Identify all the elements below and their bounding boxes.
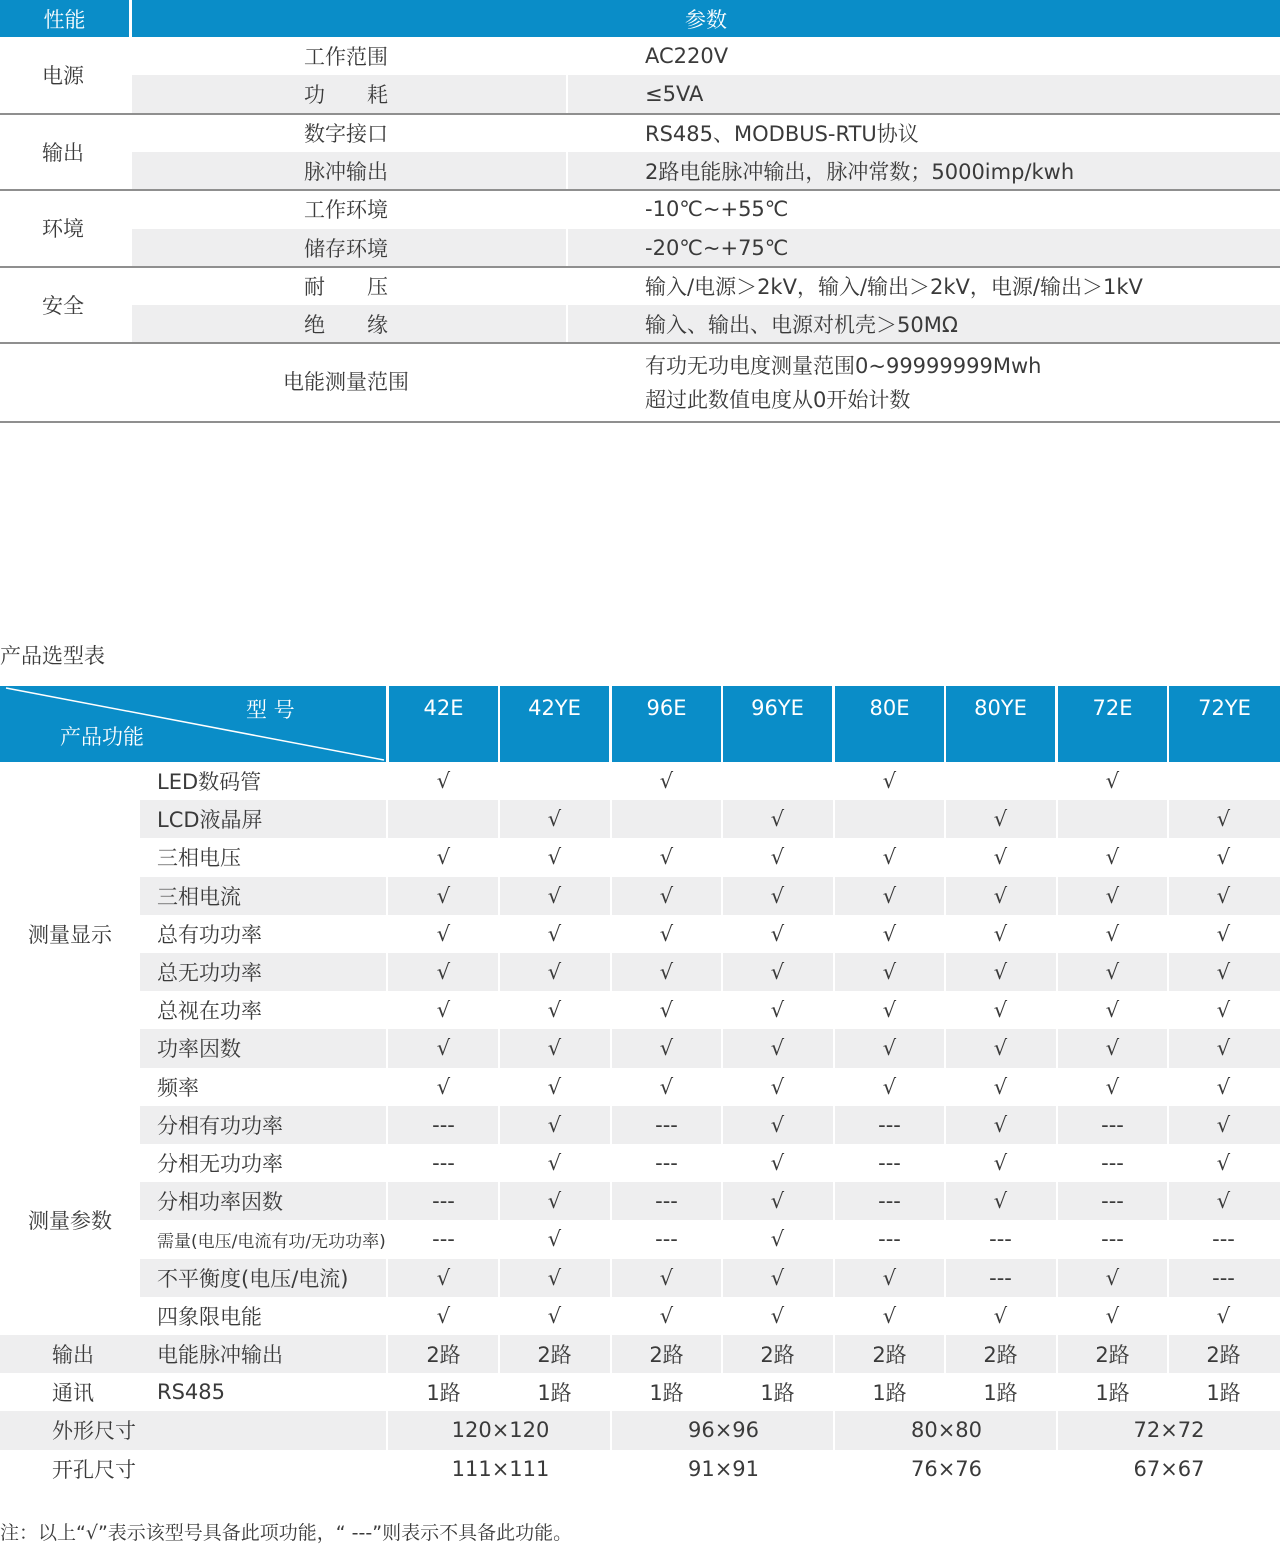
function-name: RS485 — [157, 1380, 226, 1405]
model-value: 2路 — [983, 1343, 1018, 1368]
model-value: √ — [770, 1112, 785, 1137]
col-divider — [386, 1411, 388, 1449]
group-label-output: 输出 — [52, 1343, 94, 1368]
col-divider — [386, 1335, 388, 1373]
model-value: √ — [770, 998, 785, 1023]
model-value: 1路 — [983, 1381, 1018, 1406]
model-value: --- — [655, 1227, 678, 1252]
model-value: √ — [993, 960, 1008, 985]
model-value: 2路 — [426, 1343, 461, 1368]
cutout-size: 67×67 — [1133, 1456, 1205, 1481]
col-divider — [386, 1259, 388, 1297]
model-value: --- — [655, 1151, 678, 1176]
model-value: √ — [547, 1227, 562, 1252]
model-value: √ — [659, 1303, 674, 1328]
model-value: √ — [1105, 921, 1120, 946]
model-header-42e: 42E — [389, 686, 498, 762]
group-label-params: 测量参数 — [28, 1209, 112, 1234]
spec-value: 2路电能脉冲输出，脉冲常数；5000imp/kwh — [645, 160, 1075, 185]
model-value: √ — [436, 883, 451, 908]
model-value: 2路 — [760, 1343, 795, 1368]
model-value: √ — [1105, 845, 1120, 870]
model-value: 1路 — [1206, 1381, 1241, 1406]
col-divider — [386, 800, 388, 838]
outer-size: 120×120 — [451, 1418, 550, 1443]
model-header-96ye: 96YE — [723, 686, 832, 762]
header-parameters: 参数 — [132, 0, 1280, 37]
model-value: 2路 — [649, 1343, 684, 1368]
model-value: √ — [770, 845, 785, 870]
model-value: √ — [882, 883, 897, 908]
model-value: √ — [659, 960, 674, 985]
function-name: 分相功率因数 — [157, 1190, 283, 1215]
model-value: 2路 — [1095, 1343, 1130, 1368]
model-value: √ — [1105, 883, 1120, 908]
model-value: √ — [882, 1074, 897, 1099]
spec-value: AC220V — [645, 44, 729, 69]
model-value: √ — [770, 1189, 785, 1214]
model-value: √ — [770, 960, 785, 985]
col-divider — [386, 1182, 388, 1220]
spec-row-divider — [566, 229, 568, 267]
model-value — [500, 762, 609, 800]
model-value: √ — [993, 1074, 1008, 1099]
model-value: √ — [1105, 1265, 1120, 1290]
model-value: √ — [547, 998, 562, 1023]
model-value: √ — [1216, 1036, 1231, 1061]
col-divider — [386, 762, 388, 800]
model-value: √ — [436, 1303, 451, 1328]
model-value: 1路 — [760, 1381, 795, 1406]
col-divider — [386, 1450, 388, 1488]
model-value: 1路 — [649, 1381, 684, 1406]
model-value: √ — [659, 845, 674, 870]
energy-range-label: 电能测量范围 — [283, 370, 409, 395]
col-divider — [386, 1068, 388, 1106]
model-value: √ — [659, 1265, 674, 1290]
model-value: √ — [770, 921, 785, 946]
model-value: √ — [993, 1151, 1008, 1176]
model-value — [1058, 800, 1167, 838]
function-name: 需量(电压/电流有功/无功功率) — [157, 1231, 386, 1252]
model-value: √ — [993, 1036, 1008, 1061]
model-value: √ — [1216, 1112, 1231, 1137]
model-value: √ — [770, 807, 785, 832]
spec-item: 储存环境 — [304, 236, 388, 261]
function-name: 频率 — [157, 1075, 199, 1100]
model-value — [835, 800, 944, 838]
model-value: √ — [659, 921, 674, 946]
model-value: --- — [1212, 1265, 1235, 1290]
function-name: LED数码管 — [157, 770, 262, 795]
model-value: √ — [770, 883, 785, 908]
model-value: √ — [770, 1303, 785, 1328]
model-value — [723, 762, 832, 800]
model-value — [946, 762, 1055, 800]
function-name: 不平衡度(电压/电流) — [157, 1266, 349, 1291]
model-value: √ — [659, 883, 674, 908]
model-value: √ — [1216, 807, 1231, 832]
spec-value: 输入/电源＞2kV，输入/输出＞2kV，电源/输出＞1kV — [645, 274, 1143, 299]
model-value: √ — [436, 998, 451, 1023]
model-value: √ — [436, 1265, 451, 1290]
energy-range-line2: 超过此数值电度从0开始计数 — [645, 388, 911, 413]
model-value: --- — [432, 1227, 455, 1252]
model-value: 1路 — [1095, 1381, 1130, 1406]
model-value: √ — [659, 1074, 674, 1099]
model-value: √ — [770, 1151, 785, 1176]
function-name: 总视在功率 — [157, 999, 262, 1024]
model-header-80e: 80E — [835, 686, 944, 762]
spec-group-separator — [0, 113, 1280, 115]
col-divider — [386, 1144, 388, 1182]
model-value: √ — [993, 1112, 1008, 1137]
model-value: --- — [878, 1112, 901, 1137]
function-name: 三相电流 — [157, 884, 241, 909]
spec-value: RS485、MODBUS-RTU协议 — [645, 121, 919, 146]
model-value: √ — [547, 1303, 562, 1328]
model-value: --- — [1101, 1189, 1124, 1214]
model-value: --- — [1101, 1112, 1124, 1137]
function-name: 分相有功功率 — [157, 1113, 283, 1138]
function-name: 总无功功率 — [157, 961, 262, 986]
model-value: √ — [1216, 1151, 1231, 1176]
model-value: √ — [659, 998, 674, 1023]
model-value: √ — [882, 921, 897, 946]
model-value: √ — [1216, 960, 1231, 985]
model-value: √ — [882, 960, 897, 985]
model-value: √ — [1105, 998, 1120, 1023]
spec-value: -10℃~+55℃ — [645, 197, 789, 222]
spec-item: 脉冲输出 — [304, 160, 388, 185]
model-value: --- — [1101, 1151, 1124, 1176]
model-value: √ — [770, 1227, 785, 1252]
model-value: √ — [770, 1036, 785, 1061]
spec-group-name: 安全 — [42, 294, 84, 319]
model-value: √ — [882, 1036, 897, 1061]
col-divider — [386, 915, 388, 953]
model-value: √ — [1216, 1303, 1231, 1328]
spec-item: 绝 缘 — [304, 313, 388, 338]
spec-bottom-border — [0, 421, 1280, 423]
col-divider — [386, 1106, 388, 1144]
model-value: √ — [547, 807, 562, 832]
model-value: √ — [882, 998, 897, 1023]
outer-size: 96×96 — [687, 1418, 760, 1443]
model-value: --- — [878, 1227, 901, 1252]
model-value: √ — [993, 845, 1008, 870]
model-value: √ — [436, 845, 451, 870]
model-value: √ — [547, 845, 562, 870]
outer-size: 80×80 — [910, 1418, 983, 1443]
model-value: √ — [659, 769, 674, 794]
model-value: √ — [1216, 1074, 1231, 1099]
function-name: 三相电压 — [157, 846, 241, 871]
group-label-hole: 开孔尺寸 — [52, 1457, 136, 1482]
model-value: √ — [547, 1189, 562, 1214]
spec-row-divider — [566, 305, 568, 343]
model-value: √ — [436, 1036, 451, 1061]
model-value: √ — [547, 883, 562, 908]
model-value: √ — [882, 1265, 897, 1290]
selection-title: 产品选型表 — [0, 644, 105, 668]
spec-value: 输入、输出、电源对机壳＞50MΩ — [645, 313, 958, 338]
spec-row-divider — [566, 75, 568, 113]
function-name: 分相无功功率 — [157, 1152, 283, 1177]
spec-group-separator — [0, 342, 1280, 344]
model-value: √ — [547, 1074, 562, 1099]
group-label-size: 外形尺寸 — [52, 1419, 136, 1444]
group-label-display: 测量显示 — [28, 922, 112, 947]
model-value: --- — [1212, 1227, 1235, 1252]
col-divider — [386, 953, 388, 991]
model-value: √ — [547, 1265, 562, 1290]
model-header-42ye: 42YE — [500, 686, 609, 762]
energy-range-line1: 有功无功电度测量范围0~99999999Mwh — [645, 354, 1042, 379]
spec-group-name: 输出 — [42, 140, 84, 165]
spec-group-name: 环境 — [42, 217, 84, 242]
model-header-72e: 72E — [1058, 686, 1167, 762]
model-value: √ — [547, 1151, 562, 1176]
outer-size: 72×72 — [1133, 1418, 1205, 1443]
model-value: √ — [547, 921, 562, 946]
model-value: √ — [1105, 1036, 1120, 1061]
spec-item: 耐 压 — [304, 274, 388, 299]
model-value: √ — [1216, 998, 1231, 1023]
model-value: √ — [1216, 921, 1231, 946]
function-name: LCD液晶屏 — [157, 808, 263, 833]
spec-group-separator — [0, 189, 1280, 191]
col-divider — [386, 877, 388, 915]
footnote: 注：以上“√”表示该型号具备此项功能，“ ---”则表示不具备此功能。 — [0, 1522, 573, 1544]
model-value: √ — [1105, 1303, 1120, 1328]
model-value: √ — [993, 1303, 1008, 1328]
model-value: √ — [993, 807, 1008, 832]
model-value: √ — [993, 883, 1008, 908]
function-name: 电能脉冲输出 — [157, 1343, 283, 1368]
spec-row-divider — [566, 152, 568, 190]
model-value: √ — [993, 921, 1008, 946]
col-divider — [386, 1220, 388, 1258]
model-value: √ — [1216, 1189, 1231, 1214]
model-value: √ — [1105, 769, 1120, 794]
spec-item: 工作范围 — [304, 45, 388, 70]
model-value — [1169, 762, 1278, 800]
function-name: 功率因数 — [157, 1037, 241, 1062]
group-label-comm: 通讯 — [52, 1381, 94, 1406]
model-value: 2路 — [872, 1343, 907, 1368]
spec-value: ≤5VA — [645, 82, 704, 107]
model-value: √ — [882, 1303, 897, 1328]
model-value: --- — [432, 1189, 455, 1214]
model-value: √ — [1216, 883, 1231, 908]
model-header-96e: 96E — [612, 686, 721, 762]
col-divider — [386, 991, 388, 1029]
model-value: 1路 — [872, 1381, 907, 1406]
model-value: √ — [547, 1036, 562, 1061]
spec-value: -20℃~+75℃ — [645, 235, 789, 260]
spec-group-name: 电源 — [42, 64, 84, 89]
model-value: 1路 — [426, 1381, 461, 1406]
spec-item: 数字接口 — [304, 121, 388, 146]
col-divider — [386, 1029, 388, 1067]
corner-diagonal — [0, 686, 386, 762]
model-value: --- — [1101, 1227, 1124, 1252]
spec-item: 工作环境 — [304, 198, 388, 223]
function-name: 四象限电能 — [157, 1304, 262, 1329]
model-value: --- — [989, 1265, 1012, 1290]
model-value: √ — [436, 921, 451, 946]
model-value: √ — [547, 1112, 562, 1137]
model-value: √ — [547, 960, 562, 985]
model-value: √ — [882, 769, 897, 794]
model-value: √ — [882, 845, 897, 870]
model-value — [612, 800, 721, 838]
model-value: --- — [432, 1151, 455, 1176]
function-name: 总有功功率 — [157, 922, 262, 947]
selection-table — [0, 686, 1280, 1516]
cutout-size: 91×91 — [687, 1456, 760, 1481]
col-divider — [386, 838, 388, 876]
spec-item: 功 耗 — [304, 83, 388, 108]
model-value: --- — [432, 1112, 455, 1137]
model-header-72ye: 72YE — [1169, 686, 1280, 762]
header-performance: 性能 — [0, 0, 129, 37]
cutout-size: 111×111 — [451, 1456, 550, 1481]
model-value: √ — [1105, 960, 1120, 985]
model-value: √ — [659, 1036, 674, 1061]
col-divider — [386, 1297, 388, 1335]
model-value: √ — [993, 1189, 1008, 1214]
model-value: √ — [436, 960, 451, 985]
model-header-80ye: 80YE — [946, 686, 1055, 762]
model-value: --- — [878, 1189, 901, 1214]
model-value: --- — [655, 1189, 678, 1214]
model-value: --- — [878, 1151, 901, 1176]
model-value: √ — [436, 769, 451, 794]
model-value: √ — [770, 1265, 785, 1290]
model-value: --- — [989, 1227, 1012, 1252]
model-value — [389, 800, 498, 838]
model-value: 1路 — [537, 1381, 572, 1406]
model-value: √ — [770, 1074, 785, 1099]
model-value: √ — [1105, 1074, 1120, 1099]
corner-model-label: 型 号 — [246, 698, 295, 722]
model-value: √ — [993, 998, 1008, 1023]
model-value: √ — [1216, 845, 1231, 870]
model-value: 2路 — [537, 1343, 572, 1368]
corner-function-label: 产品功能 — [60, 725, 144, 749]
model-value: --- — [655, 1112, 678, 1137]
model-value: 2路 — [1206, 1343, 1241, 1368]
model-value: √ — [436, 1074, 451, 1099]
col-divider — [386, 1373, 388, 1411]
cutout-size: 76×76 — [910, 1456, 983, 1481]
